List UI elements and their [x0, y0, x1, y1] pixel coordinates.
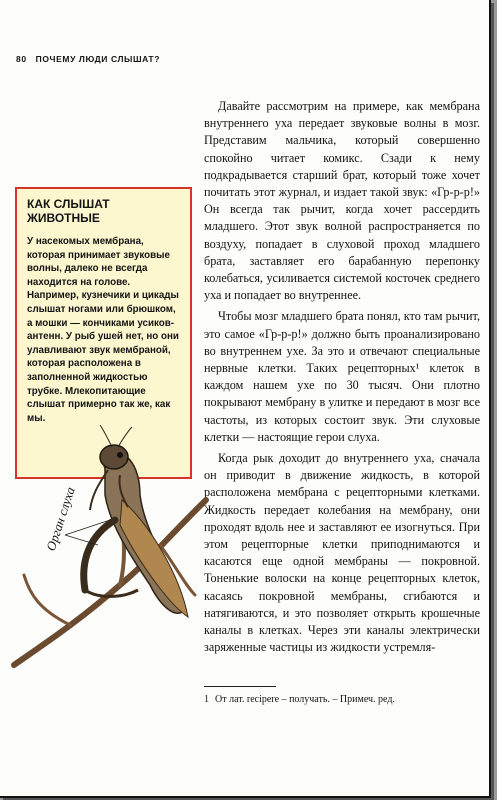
organ-label: Орган слуха	[43, 485, 78, 553]
paragraph: Когда рык доходит до внутреннего уха, сначала он приводит в движение жидкость, в которой расположена мембрана с рецепторными клетками. Жидкость передает колебания на мембрану, они проходят вдоль нее и заставляют ее изогнуться. При этом рецепторные клетки приподнимаются и касаются еще одной мембраны — покровной. Тоненькие волоски на конце рецепторных клеток, касаясь покровной мембраны, сгибаются и натягиваются, и это позволяет открыть крошечные каналы в клетках. Через эти каналы электрически заряженные частицы из жидкости устремля-	[204, 451, 480, 655]
paragraph: Чтобы мозг младшего брата понял, кто там рычит, это самое «Гр-р-р!» должно быть проанализировано во внутреннем ухе. За это и отвечают специальные нервные клетки. Таких рецепторных¹ клеток в каждом нашем ухе по 30 тысяч. Они плотно покрывают мембрану в улитке и передают в мозг все частоты, из которых состоит звук. Эти слуховые клетки — настоящие герои слуха.	[204, 309, 480, 444]
chapter-title: ПОЧЕМУ ЛЮДИ СЛЫШАТ?	[35, 54, 161, 64]
running-head	[16, 54, 160, 64]
page-number: 80	[16, 54, 27, 64]
sidebar-text: У насекомых мембрана, которая принимает звуковые волны, далеко не всегда находится на голове. Например, кузнечики и цикады слышат ногами или брюшком, а мошки — кончиками усиков-антенн. У рыб ушей нет, но они улавливают звук мембраной, которая расположена в заполненной жидкостью трубке. Млекопитающие слышат примерно так же, как мы.	[27, 236, 179, 424]
footnote-text: От лат. recipere – получать. – Примеч. ред.	[215, 694, 395, 705]
footnote-mark: 1	[204, 694, 209, 705]
sidebar-title: КАК СЛЫШАТ ЖИВОТНЫЕ	[27, 197, 110, 225]
footnote-rule	[204, 686, 276, 687]
footnote	[204, 693, 480, 706]
grasshopper-illustration	[10, 425, 210, 670]
paragraph: Давайте рассмотрим на примере, как мембрана внутреннего уха передает звуковые волны в мозг. Представим мальчика, который совершенно спокойно читает комикс. Сзади к нему подкрадывается старший брат, который тоже хочет почитать этот журнал, и издает такой звук: «Гр-р-р!» Он всегда так рычит, когда хочет рассердить младшего. Этот звук волной распространяется по воздуху, попадает в слуховой проход младшего брата, заставляет его барабанную перепонку колебаться, усиливается системой косточек среднего уха и попадает во внутреннее.	[204, 99, 480, 303]
main-text	[204, 98, 480, 657]
